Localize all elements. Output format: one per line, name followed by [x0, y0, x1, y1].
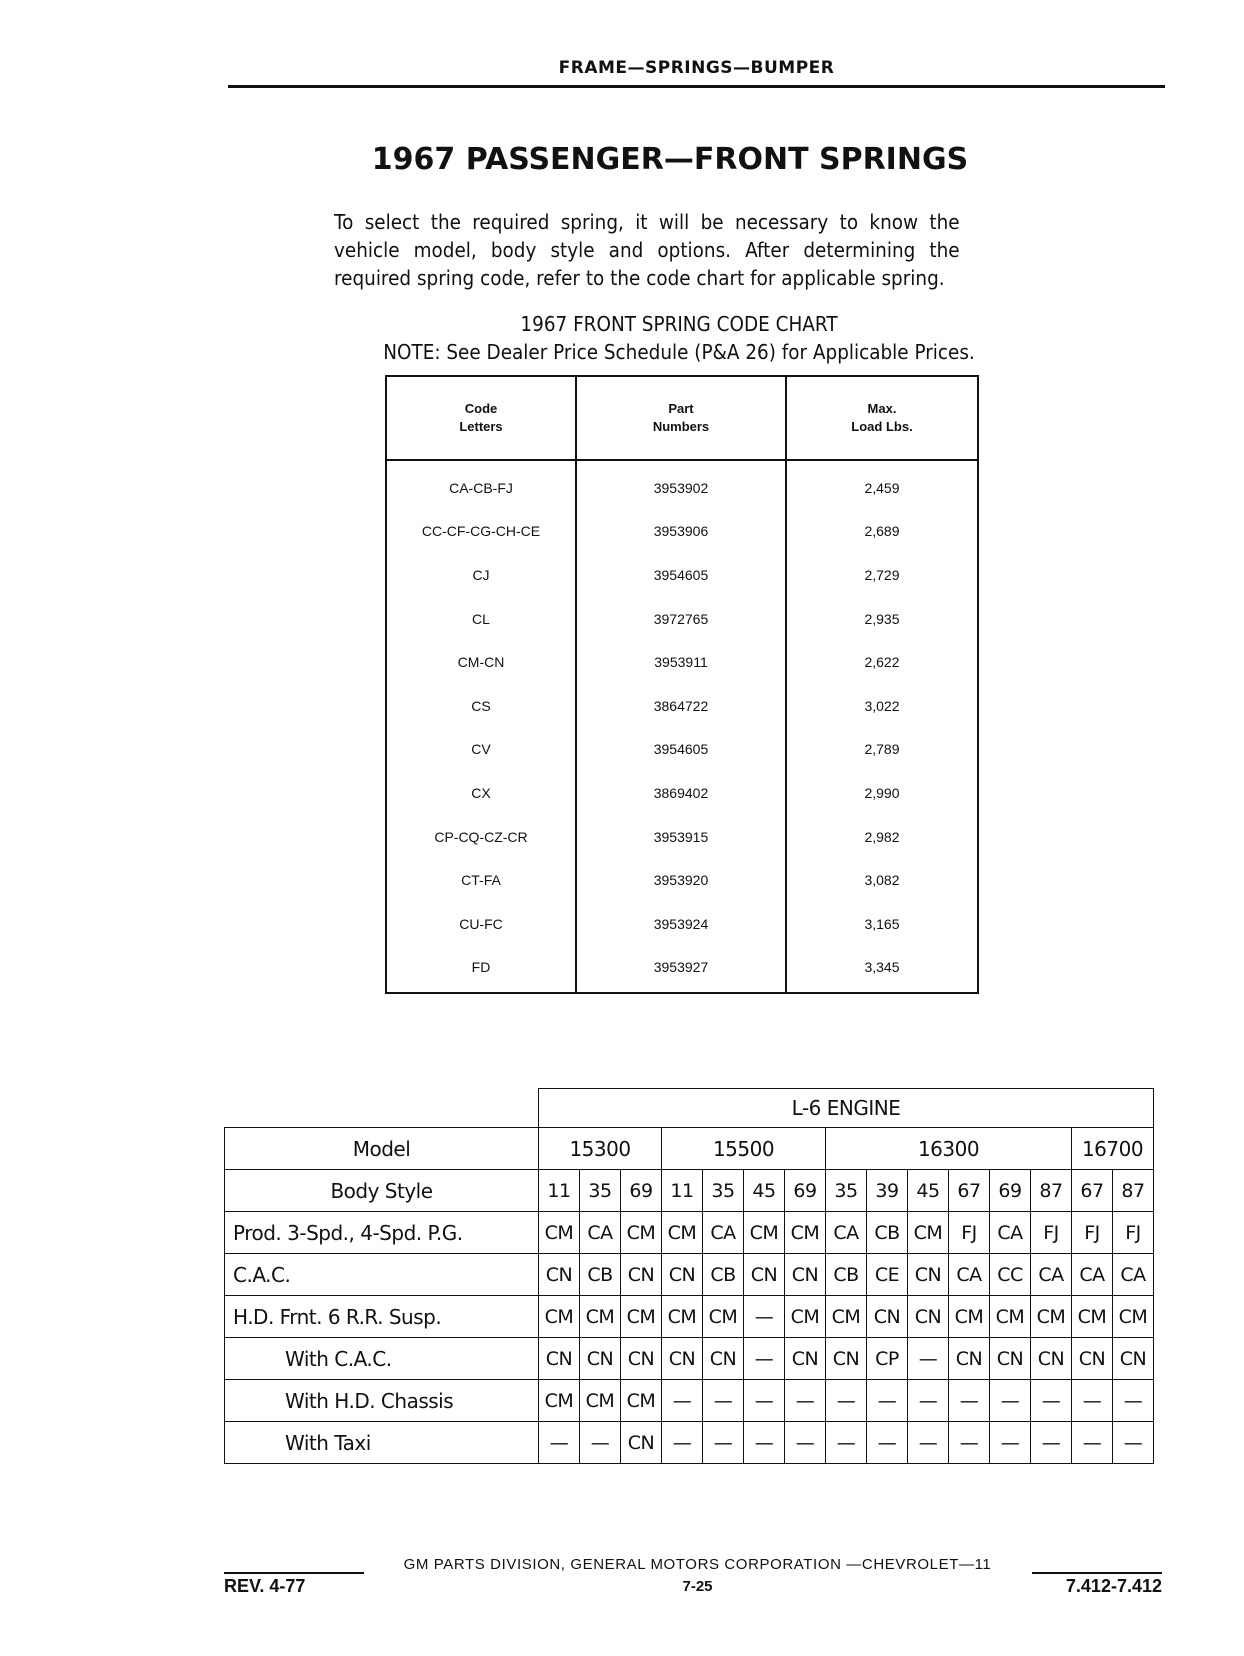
max-load-cell: 2,689	[864, 523, 900, 540]
spring-code-cell: CN	[662, 1338, 703, 1380]
body-style-cell: 67	[949, 1170, 990, 1212]
spring-code-cell: CB	[867, 1212, 908, 1254]
engine-row	[225, 1089, 1154, 1128]
body-style-cell: 69	[621, 1170, 662, 1212]
spring-code-cell: —	[1031, 1380, 1072, 1422]
spring-code-cell: FJ	[949, 1212, 990, 1254]
spring-code-cell: CC	[990, 1254, 1031, 1296]
spring-code-cell: CN	[1031, 1338, 1072, 1380]
part-number-cell: 3954605	[576, 553, 786, 597]
spring-code-cell: CN	[1072, 1338, 1113, 1380]
max-load-cell: 2,990	[864, 784, 900, 801]
spring-code-cell: FJ	[1031, 1212, 1072, 1254]
part-number-cell: 3953906	[576, 510, 786, 554]
code-table-row	[386, 902, 978, 946]
spring-code-cell: —	[785, 1422, 826, 1464]
spring-code-cell: —	[703, 1380, 744, 1422]
code-table-row	[386, 460, 978, 510]
spring-code-cell: CA	[1031, 1254, 1072, 1296]
spring-code-cell: CN	[539, 1338, 580, 1380]
part-number-cell: 3972765	[576, 597, 786, 641]
spring-code-cell: CN	[826, 1338, 867, 1380]
spring-code-cell: —	[908, 1422, 949, 1464]
max-load-cell: 2,729	[864, 566, 900, 583]
spring-code-cell: CM	[744, 1212, 785, 1254]
spring-code-cell: CB	[826, 1254, 867, 1296]
part-number-cell: 3953911	[576, 640, 786, 684]
model-header: 15300	[539, 1128, 662, 1170]
spring-code-cell: CN	[1113, 1338, 1154, 1380]
part-number-cell: 3953927	[576, 946, 786, 994]
intro-line: To select the required spring, it will be necessary to know the	[334, 210, 960, 234]
part-number-cell: 3953915	[576, 815, 786, 859]
part-number-cell: 3864722	[576, 684, 786, 728]
spring-code-cell: CM	[785, 1296, 826, 1338]
code-table-row	[386, 858, 978, 902]
spring-code-cell: FJ	[1113, 1212, 1154, 1254]
body-style-cell: 69	[785, 1170, 826, 1212]
option-label: With H.D. Chassis	[225, 1380, 539, 1422]
spring-code-cell: CM	[785, 1212, 826, 1254]
code-letters-cell: CJ	[386, 553, 576, 597]
spring-code-cell: CN	[580, 1338, 621, 1380]
application-row	[225, 1422, 1154, 1464]
max-load-header: Max. Load Lbs.	[786, 376, 978, 460]
model-header: 16300	[826, 1128, 1072, 1170]
footer-rule-right	[1032, 1572, 1162, 1574]
option-label: With C.A.C.	[225, 1338, 539, 1380]
reference-number: 7.412-7.412	[1065, 1576, 1162, 1596]
spring-code-cell: CN	[990, 1338, 1031, 1380]
code-table-header-row	[386, 376, 978, 460]
max-load-cell: 2,622	[864, 654, 900, 671]
revision-label: REV. 4-77	[224, 1576, 306, 1596]
code-letters-cell: CX	[386, 771, 576, 815]
spring-code-cell: CM	[580, 1296, 621, 1338]
max-load-cell: 2,789	[864, 741, 900, 758]
intro-paragraph	[334, 208, 960, 292]
body-style-cell: 11	[539, 1170, 580, 1212]
spring-code-cell: CM	[990, 1296, 1031, 1338]
code-letters-cell: CC-CF-CG-CH-CE	[386, 510, 576, 554]
header-rule	[228, 85, 1165, 88]
spring-code-cell: CA	[1072, 1254, 1113, 1296]
code-letters-cell: FD	[386, 946, 576, 994]
body-style-cell: 45	[744, 1170, 785, 1212]
spring-code-cell: CA	[1113, 1254, 1154, 1296]
spring-code-cell: CM	[908, 1212, 949, 1254]
body-style-cell: 35	[703, 1170, 744, 1212]
chart-note: NOTE: See Dealer Price Schedule (P&A 26) for Applicable Prices.	[383, 340, 975, 364]
spring-code-cell: —	[949, 1380, 990, 1422]
body-style-cell: 39	[867, 1170, 908, 1212]
body-style-cell: 45	[908, 1170, 949, 1212]
chart-heading-block	[334, 310, 1024, 366]
spring-code-cell: —	[662, 1422, 703, 1464]
spring-code-cell: —	[990, 1422, 1031, 1464]
code-table-row	[386, 771, 978, 815]
model-row	[225, 1128, 1154, 1170]
spring-code-cell: CM	[539, 1380, 580, 1422]
spring-code-cell: —	[867, 1422, 908, 1464]
code-letters-header: Code Letters	[386, 376, 576, 460]
spring-code-cell: CN	[785, 1254, 826, 1296]
spring-code-cell: CN	[949, 1338, 990, 1380]
max-load-cell: 2,982	[864, 828, 900, 845]
spring-code-cell: —	[949, 1422, 990, 1464]
spring-code-cell: CN	[744, 1254, 785, 1296]
max-load-cell: 3,345	[864, 959, 900, 976]
code-table-body	[386, 460, 978, 993]
spring-code-cell: CM	[1113, 1296, 1154, 1338]
code-table-row	[386, 640, 978, 684]
code-table-row	[386, 815, 978, 859]
spring-code-cell: CB	[703, 1254, 744, 1296]
model-header: 15500	[662, 1128, 826, 1170]
part-number-cell: 3953920	[576, 858, 786, 902]
intro-line: required spring code, refer to the code chart for applicable spring.	[334, 266, 945, 290]
spring-code-cell: —	[1072, 1422, 1113, 1464]
body-style-cell: 69	[990, 1170, 1031, 1212]
part-number-cell: 3953902	[576, 460, 786, 510]
spring-code-cell: FJ	[1072, 1212, 1113, 1254]
spring-code-cell: CN	[908, 1254, 949, 1296]
spring-code-cell: CM	[621, 1380, 662, 1422]
application-row	[225, 1254, 1154, 1296]
spring-code-cell: CN	[621, 1338, 662, 1380]
part-numbers-header: Part Numbers	[576, 376, 786, 460]
footer-publisher: GM PARTS DIVISION, GENERAL MOTORS CORPORATION —CHEVROLET—11	[403, 1556, 992, 1573]
code-letters-cell: CU-FC	[386, 902, 576, 946]
spring-code-cell: CN	[908, 1296, 949, 1338]
part-number-cell: 3954605	[576, 728, 786, 772]
spring-code-cell: —	[703, 1422, 744, 1464]
code-letters-cell: CV	[386, 728, 576, 772]
body-style-cell: 87	[1031, 1170, 1072, 1212]
code-letters-cell: CS	[386, 684, 576, 728]
spring-code-cell: CB	[580, 1254, 621, 1296]
spring-code-cell: —	[826, 1422, 867, 1464]
spring-code-cell: CM	[621, 1296, 662, 1338]
application-table-body	[225, 1089, 1154, 1464]
body-style-cell: 35	[826, 1170, 867, 1212]
spring-code-cell: —	[580, 1422, 621, 1464]
spring-code-cell: CA	[949, 1254, 990, 1296]
spring-code-cell: CN	[621, 1422, 662, 1464]
page-number: 7-25	[682, 1578, 713, 1595]
spring-code-cell: —	[662, 1380, 703, 1422]
spring-code-cell: CA	[990, 1212, 1031, 1254]
application-row	[225, 1296, 1154, 1338]
option-label: Prod. 3-Spd., 4-Spd. P.G.	[225, 1212, 539, 1254]
body-style-cell: 67	[1072, 1170, 1113, 1212]
option-label: C.A.C.	[225, 1254, 539, 1296]
spring-code-cell: CA	[703, 1212, 744, 1254]
part-number-cell: 3869402	[576, 771, 786, 815]
spring-code-cell: —	[1113, 1422, 1154, 1464]
option-label: H.D. Frnt. 6 R.R. Susp.	[225, 1296, 539, 1338]
application-row	[225, 1212, 1154, 1254]
spring-code-table	[385, 375, 979, 994]
code-table-row	[386, 510, 978, 554]
chart-heading: 1967 FRONT SPRING CODE CHART	[520, 312, 838, 336]
spring-code-cell: CM	[580, 1380, 621, 1422]
code-letters-cell: CM-CN	[386, 640, 576, 684]
spring-code-cell: CM	[621, 1212, 662, 1254]
intro-line: vehicle model, body style and options. After determining the	[334, 238, 960, 262]
body-style-label: Body Style	[225, 1170, 539, 1212]
section-header: FRAME—SPRINGS—BUMPER	[558, 58, 835, 78]
spring-code-cell: —	[908, 1380, 949, 1422]
spring-code-cell: CN	[703, 1338, 744, 1380]
spring-code-cell: —	[990, 1380, 1031, 1422]
spring-code-cell: —	[908, 1338, 949, 1380]
code-letters-cell: CP-CQ-CZ-CR	[386, 815, 576, 859]
spring-code-cell: CM	[1072, 1296, 1113, 1338]
max-load-cell: 3,082	[864, 872, 900, 889]
blank-corner	[225, 1089, 539, 1128]
spring-code-cell: —	[744, 1296, 785, 1338]
spring-code-cell: CM	[662, 1296, 703, 1338]
code-table-row	[386, 684, 978, 728]
max-load-cell: 3,022	[864, 697, 900, 714]
body-style-cell: 11	[662, 1170, 703, 1212]
footer-rule-left	[224, 1572, 364, 1574]
spring-code-cell: CM	[539, 1296, 580, 1338]
max-load-cell: 3,165	[864, 915, 900, 932]
code-table-row	[386, 597, 978, 641]
body-style-cell: 87	[1113, 1170, 1154, 1212]
spring-code-cell: CM	[539, 1212, 580, 1254]
spring-code-cell: CE	[867, 1254, 908, 1296]
code-letters-cell: CT-FA	[386, 858, 576, 902]
code-letters-cell: CL	[386, 597, 576, 641]
spring-code-cell: CM	[826, 1296, 867, 1338]
model-label: Model	[225, 1128, 539, 1170]
spring-code-cell: CN	[662, 1254, 703, 1296]
max-load-cell: 2,459	[864, 479, 900, 496]
spring-code-cell: CM	[1031, 1296, 1072, 1338]
spring-code-cell: —	[744, 1380, 785, 1422]
spring-code-cell: CA	[826, 1212, 867, 1254]
spring-code-cell: CM	[662, 1212, 703, 1254]
spring-code-cell: CN	[867, 1296, 908, 1338]
spring-code-cell: —	[1072, 1380, 1113, 1422]
code-table-row	[386, 728, 978, 772]
spring-code-cell: —	[1031, 1422, 1072, 1464]
spring-application-table	[224, 1088, 1154, 1464]
code-table-row	[386, 946, 978, 994]
body-style-row	[225, 1170, 1154, 1212]
spring-code-cell: CN	[621, 1254, 662, 1296]
code-letters-cell: CA-CB-FJ	[386, 460, 576, 510]
spring-code-cell: —	[867, 1380, 908, 1422]
spring-code-cell: CN	[785, 1338, 826, 1380]
application-row	[225, 1338, 1154, 1380]
spring-code-cell: —	[826, 1380, 867, 1422]
code-table-row	[386, 553, 978, 597]
part-number-cell: 3953924	[576, 902, 786, 946]
spring-code-cell: CP	[867, 1338, 908, 1380]
body-style-cell: 35	[580, 1170, 621, 1212]
engine-header: L-6 ENGINE	[539, 1089, 1154, 1128]
spring-code-cell: CN	[539, 1254, 580, 1296]
spring-code-cell: —	[539, 1422, 580, 1464]
spring-code-cell: CM	[703, 1296, 744, 1338]
spring-code-cell: —	[785, 1380, 826, 1422]
max-load-cell: 2,935	[864, 610, 900, 627]
spring-code-cell: —	[744, 1338, 785, 1380]
model-header: 16700	[1072, 1128, 1154, 1170]
spring-code-cell: —	[744, 1422, 785, 1464]
page-title: 1967 PASSENGER—FRONT SPRINGS	[371, 142, 969, 177]
application-row	[225, 1380, 1154, 1422]
spring-code-cell: CM	[949, 1296, 990, 1338]
spring-code-cell: —	[1113, 1380, 1154, 1422]
option-label: With Taxi	[225, 1422, 539, 1464]
spring-code-cell: CA	[580, 1212, 621, 1254]
